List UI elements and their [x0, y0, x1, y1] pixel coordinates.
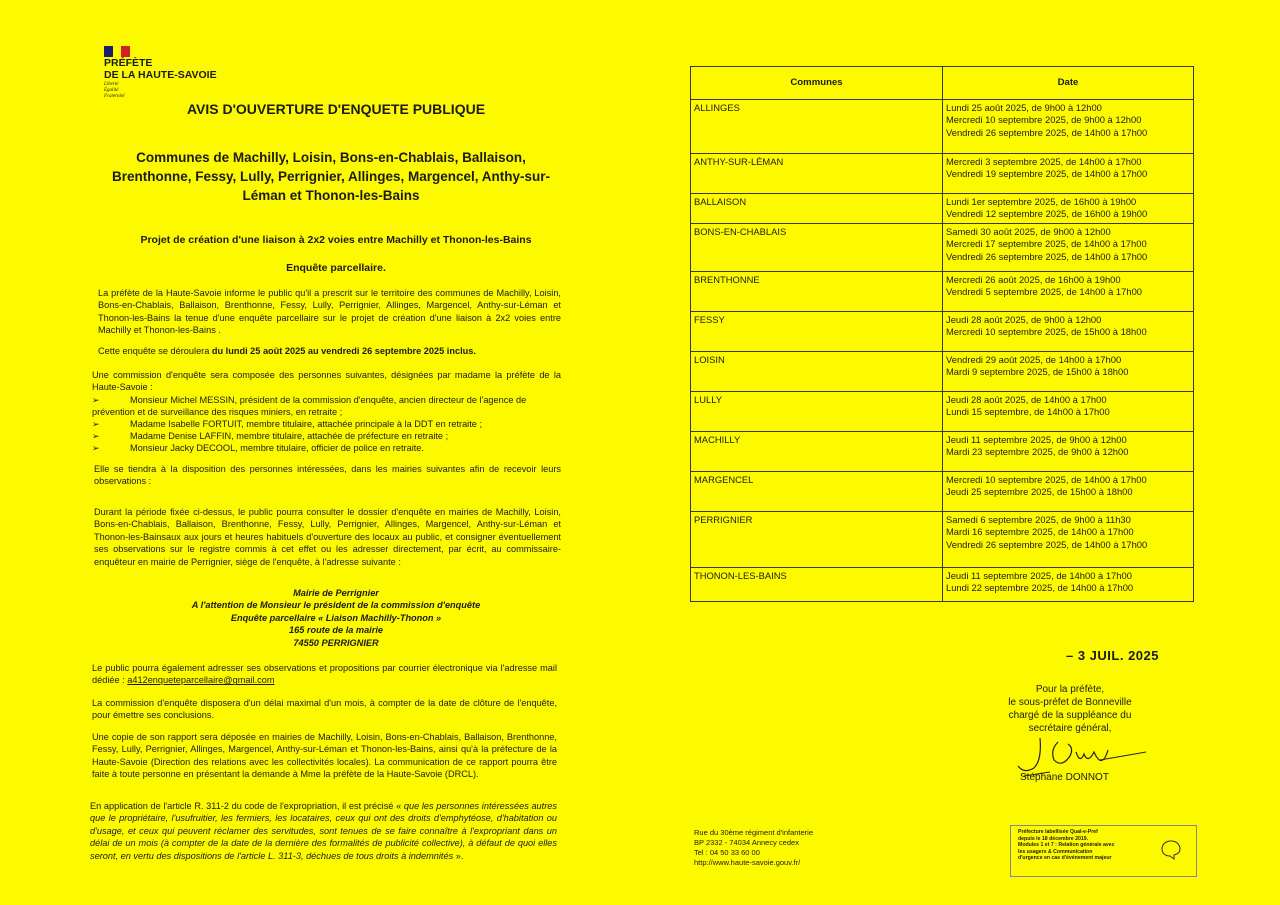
bullet-icon: ➢: [92, 443, 100, 453]
member-item: [92, 394, 561, 419]
table-row: [691, 432, 1194, 472]
date-cell: [943, 392, 1194, 432]
commune-cell: BRENTHONNE: [691, 272, 943, 312]
signature-line: Pour la préfète,: [1035, 684, 1105, 695]
quality-label-text: [1018, 829, 1158, 862]
legal-paragraph: [90, 800, 557, 862]
address-line: 74550 PERRIGNIER: [293, 637, 379, 648]
date-line: Vendredi 12 septembre 2025, de 16h00 à 19h00: [946, 208, 1148, 220]
table-row: [691, 312, 1194, 352]
intro-paragraph: La préfète de la Haute-Savoie informe le public qu'il a prescrit sur le territoire des communes de Machilly, Loisin, Bons-en-Chablais, Ballaison, Brenthonne, Fessy, Lully, Perrignier, Allinges, Margencel, Anthy-sur-Léman et Thonon-les-Bains la tenue d'une enquête parcellaire sur le projet de création d'une liaison à 2x2 voies entre Machilly et Thonon-les-Bains .: [98, 288, 561, 336]
date-line: Jeudi 11 septembre 2025, de 9h00 à 12h00: [946, 434, 1127, 445]
date-line: Lundi 1er septembre 2025, de 16h00 à 19h00: [946, 196, 1137, 207]
table-row: [691, 154, 1194, 194]
bullet-icon: ➢: [92, 431, 100, 441]
date-line: Lundi 22 septembre 2025, de 14h00 à 17h00: [946, 582, 1134, 594]
table-header-row: [691, 67, 1194, 100]
signature-date-stamp: – 3 JUIL. 2025: [1066, 648, 1159, 663]
consultation-paragraph: Durant la période fixée ci-dessus, le public pourra consulter le dossier d'enquête en mairies de Machilly, Loisin, Bons-en-Chablais, Ballaison, Brenthonne, Fessy, Lully, Perrignier, Allinges, Margencel, Anthy-sur-Léman et Thonon-les-Bainsaux aux jours et heures habituels d'ouverture des locaux au public, et consigner éventuellement ses observations sur le registre commis à cet effet ou les adresser directement, par écrit, au commissaire-enquêteur en mairie de Perrignier, siège de l'enquête, à l'adresse suivante :: [94, 507, 561, 567]
table-row: [691, 512, 1194, 568]
member-text: Madame Isabelle FORTUIT, membre titulaire, attachée principale à la DDT en retraite ;: [130, 419, 482, 429]
date-line: Mercredi 10 septembre 2025, de 15h00 à 18h00: [946, 326, 1147, 338]
prefecture-line-1: PRÉFÈTE: [104, 57, 153, 69]
commune-cell: ALLINGES: [691, 100, 943, 154]
prefecture-line-2: DE LA HAUTE-SAVOIE: [104, 69, 217, 81]
bullet-icon: ➢: [92, 395, 100, 405]
motto-liberte: Liberté: [104, 82, 119, 87]
table-row: [691, 224, 1194, 272]
date-cell: [943, 272, 1194, 312]
date-cell: [943, 312, 1194, 352]
conclusion-delay-paragraph: La commission d'enquête disposera d'un délai maximal d'un mois, à compter de la date de clôture de l'enquête, pour émettre ses conclusions.: [92, 698, 557, 721]
report-paragraph: Une copie de son rapport sera déposée en mairies de Machilly, Loisin, Bons-en-Chablais, Ballaison, Brenthonne, Fessy, Lully, Perrignier, Allinges, Margencel, Anthy-sur-Léman et Thonon-les-Bains, ainsi qu'à la préfecture de la Haute-Savoie (Direction des relations avec les collectivités locales). La communication de ce rapport pourra être faite à toute personne en présentant la demande à Mme la préfète de la Haute-Savoie (DRCL).: [92, 732, 557, 780]
email-link[interactable]: a412enqueteparcellaire@gmail.com: [127, 675, 275, 686]
signature-line: le sous-préfet de Bonneville: [1008, 697, 1132, 708]
table-row: [691, 568, 1194, 602]
date-cell: [943, 154, 1194, 194]
commune-cell: MARGENCEL: [691, 472, 943, 512]
member-text: Madame Denise LAFFIN, membre titulaire, attachée de préfecture en retraite ;: [130, 431, 449, 441]
speech-bubble-icon: [1160, 838, 1182, 860]
motto-egalite: Égalité: [104, 88, 119, 93]
commune-cell: LULLY: [691, 392, 943, 432]
date-cell: [943, 352, 1194, 392]
address-line: Mairie de Perrignier: [293, 588, 379, 598]
member-text: Monsieur Jacky DECOOL, membre titulaire, officier de police en retraite.: [130, 443, 424, 453]
footer-line: Rue du 30ème régiment d'infanterie: [694, 828, 814, 837]
member-item: [92, 418, 561, 430]
label-line: depuis le 18 décembre 2019.: [1018, 835, 1089, 842]
communes-heading: Communes de Machilly, Loisin, Bons-en-Chablais, Ballaison, Brenthonne, Fessy, Lully, Perrignier, Allinges, Margencel, Anthy-sur-Léman et Thonon-les-Bains: [111, 150, 551, 203]
table-row: [691, 392, 1194, 432]
signature-line: secrétaire général,: [1028, 723, 1112, 734]
table-row: [691, 194, 1194, 224]
table-row: [691, 352, 1194, 392]
period-prefix: Cette enquête se déroulera: [98, 346, 212, 356]
address-line: A l'attention de Monsieur le président de la commission d'enquête: [191, 600, 481, 611]
date-line: Samedi 30 août 2025, de 9h00 à 12h00: [946, 226, 1111, 237]
footer-line: Tel : 04 50 33 60 00: [694, 848, 760, 857]
date-line: Mercredi 3 septembre 2025, de 14h00 à 17h00: [946, 156, 1142, 167]
label-line: les usagers & Communication: [1018, 848, 1093, 855]
email-paragraph: [92, 662, 557, 687]
commune-cell: BALLAISON: [691, 194, 943, 224]
motto-fraternite: Fraternité: [104, 94, 125, 99]
commune-cell: THONON-LES-BAINS: [691, 568, 943, 602]
column-header-communes: Communes: [691, 67, 943, 100]
label-line: Préfecture labellisée Qual-e-Pref: [1018, 829, 1098, 835]
date-line: Vendredi 5 septembre 2025, de 14h00 à 17h00: [946, 286, 1142, 298]
legal-prefix: En application de l'article R. 311-2 du code de l'expropriation, il est précisé «: [90, 801, 404, 811]
commune-cell: ANTHY-SUR-LÉMAN: [691, 154, 943, 194]
commission-paragraph: Une commission d'enquête sera composée des personnes suivantes, désignées par madame la préfète de la Haute-Savoie :: [92, 370, 561, 393]
date-line: Mardi 16 septembre 2025, de 14h00 à 17h00: [946, 526, 1134, 538]
label-line: d'urgence en cas d'événement majeur: [1018, 855, 1112, 862]
date-line: Mercredi 10 septembre 2025, de 9h00 à 12h00: [946, 114, 1142, 126]
commune-cell: MACHILLY: [691, 432, 943, 472]
commune-cell: FESSY: [691, 312, 943, 352]
commune-cell: PERRIGNIER: [691, 512, 943, 568]
date-line: Samedi 6 septembre 2025, de 9h00 à 11h30: [946, 514, 1131, 525]
signatory-name: Stéphane DONNOT: [1020, 772, 1109, 783]
table-row: [691, 272, 1194, 312]
email-prefix: Le public pourra également adresser ses observations et propositions par courrier électronique via l'adresse mail dédiée :: [92, 663, 557, 686]
date-line: Lundi 25 août 2025, de 9h00 à 12h00: [946, 102, 1102, 113]
table-row: [691, 100, 1194, 154]
legal-quote: que les personnes intéressées autres que le propriétaire, l'usufruitier, les fermiers, les locataires, ceux qui ont des droits d'emphytéose, d'habitation ou d'usage, et ceux qui peuvent réclamer des servitudes, sont tenues de se faire connaître à l'expropriant dans un délai de un mois (à compter de la date de la dernière des formalités de publicité collective), à défaut de quoi elles seront, en vertu des dispositions de l'article L. 311-3, déchues de tous droits à indemnités: [90, 801, 557, 861]
member-item: [92, 442, 561, 454]
project-heading: Projet de création d'une liaison à 2x2 voies entre Machilly et Thonon-les-Bains: [140, 234, 532, 246]
date-line: Mercredi 17 septembre 2025, de 14h00 à 17h00: [946, 238, 1147, 250]
date-cell: [943, 224, 1194, 272]
label-line: Modules 1 et 7 : Relation générale avec: [1018, 842, 1115, 849]
legal-suffix: ».: [453, 850, 464, 861]
date-line: Vendredi 29 août 2025, de 14h00 à 17h00: [946, 354, 1122, 365]
period-paragraph: [98, 345, 561, 357]
date-cell: [943, 472, 1194, 512]
date-line: Vendredi 26 septembre 2025, de 14h00 à 17h00: [946, 250, 1148, 262]
date-line: Mardi 23 septembre 2025, de 9h00 à 12h00: [946, 446, 1129, 458]
inquiry-type: Enquête parcellaire.: [286, 262, 386, 274]
signature-block: [985, 683, 1155, 735]
footer-line: BP 2332 - 74034 Annecy cedex: [694, 838, 799, 847]
motto: [104, 82, 125, 100]
date-line: Jeudi 25 septembre 2025, de 15h00 à 18h00: [946, 486, 1133, 498]
date-cell: [943, 100, 1194, 154]
date-line: Vendredi 26 septembre 2025, de 14h00 à 17h00: [946, 126, 1148, 138]
bullet-icon: ➢: [92, 419, 100, 429]
address-line: 165 route de la mairie: [289, 625, 383, 636]
member-text: Monsieur Michel MESSIN, président de la commission d'enquête, ancien directeur de l'agence de prévention et de surveillance des risques miniers, en retraite ;: [92, 395, 527, 418]
marianne-logo-icon: [104, 44, 132, 55]
date-cell: [943, 512, 1194, 568]
date-cell: [943, 194, 1194, 224]
date-line: Jeudi 28 août 2025, de 14h00 à 17h00: [946, 394, 1107, 405]
date-line: Jeudi 28 août 2025, de 9h00 à 12h00: [946, 314, 1102, 325]
column-header-date: Date: [943, 67, 1194, 100]
signature-line: chargé de la suppléance du: [1008, 710, 1132, 721]
date-line: Mardi 9 septembre 2025, de 15h00 à 18h00: [946, 366, 1129, 378]
footer-website-link[interactable]: http://www.haute-savoie.gouv.fr/: [694, 858, 801, 867]
member-item: [92, 430, 561, 442]
period-dates: du lundi 25 août 2025 au vendredi 26 septembre 2025 inclus.: [211, 346, 476, 356]
address-line: Enquête parcellaire « Liaison Machilly-Thonon »: [230, 612, 442, 623]
permanences-table: [690, 66, 1194, 602]
footer-address: [694, 828, 813, 868]
availability-paragraph: Elle se tiendra à la disposition des personnes intéressées, dans les mairies suivantes afin de recevoir leurs observations :: [94, 464, 561, 487]
date-line: Mercredi 26 août 2025, de 16h00 à 19h00: [946, 274, 1121, 285]
date-line: Vendredi 19 septembre 2025, de 14h00 à 17h00: [946, 168, 1148, 180]
date-line: Lundi 15 septembre, de 14h00 à 17h00: [946, 406, 1110, 418]
commune-cell: BONS-EN-CHABLAIS: [691, 224, 943, 272]
date-line: Mercredi 10 septembre 2025, de 14h00 à 17h00: [946, 474, 1147, 485]
date-cell: [943, 432, 1194, 472]
postal-address: [100, 587, 572, 649]
prefecture-name: [104, 57, 217, 81]
date-cell: [943, 568, 1194, 602]
date-line: Jeudi 11 septembre 2025, de 14h00 à 17h00: [946, 570, 1132, 581]
page-title: AVIS D'OUVERTURE D'ENQUETE PUBLIQUE: [186, 101, 486, 117]
commune-cell: LOISIN: [691, 352, 943, 392]
date-line: Vendredi 26 septembre 2025, de 14h00 à 17h00: [946, 538, 1148, 550]
table-row: [691, 472, 1194, 512]
